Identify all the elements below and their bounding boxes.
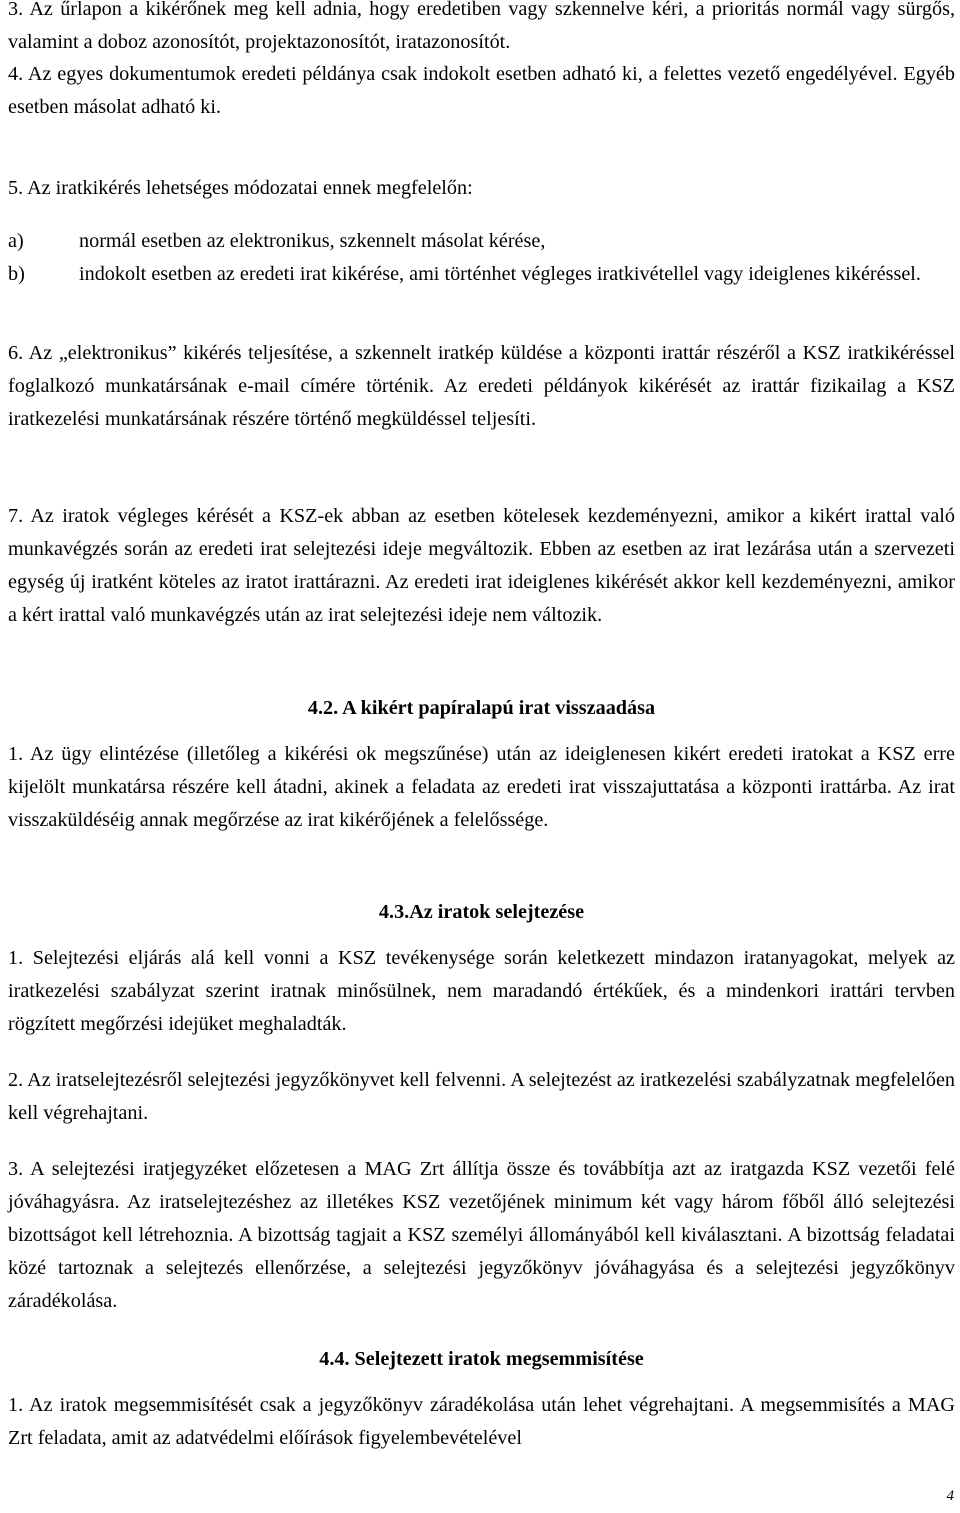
page-number: 4 <box>946 1488 954 1504</box>
paragraph-6: 6. Az „elektronikus” kikérés teljesítése, a szkennelt iratkép küldése a központi irattár részéről a KSZ iratkikéréssel foglalkozó munkatársának e-mail címére történik. Az eredeti példányok kikérését az irattár fizikailag a KSZ iratkezelési munkatársának részére történő megküldéssel teljesíti. <box>8 342 955 430</box>
paragraph-4-4-1: 1. Az iratok megsemmisítését csak a jegyzőkönyv záradékolása után lehet végrehajtani. A megsemmisítés a MAG Zrt feladata, amit az adatvédelmi előírások figyelembevételével <box>8 1394 955 1449</box>
list-item-text: indokolt esetben az eredeti irat kikérése, ami történhet végleges iratkivétellel vagy ideiglenes kikéréssel. <box>79 263 921 285</box>
section-heading-4-2: 4.2. A kikért papíralapú irat visszaadása <box>307 697 656 719</box>
paragraph-4-2-1: 1. Az ügy elintézése (illetőleg a kikérési ok megszűnése) után az ideiglenesen kikért eredeti iratokat a KSZ erre kijelölt munkatársa részére kell átadni, akinek a feladata az eredeti irat visszajuttatása a központi irattárba. Az irat visszaküldéséig annak megőrzése az irat kikérőjének a felelőssége. <box>8 743 955 831</box>
modes-list <box>8 225 955 291</box>
paragraph-4-3-1: 1. Selejtezési eljárás alá kell vonni a KSZ tevékenysége során keletkezett mindazon iratanyagokat, melyek az iratkezelési szabályzat szerint iratnak minősülnek, nem maradandó értékűek, és a mindenkori irattári tervben rögzített megőrzési idejüket meghaladták. <box>8 947 955 1035</box>
paragraph-4: 4. Az egyes dokumentumok eredeti példánya csak indokolt esetben adható ki, a felettes vezető engedélyével. Egyéb esetben másolat adható ki. <box>8 63 955 118</box>
paragraph-3: 3. Az űrlapon a kikérőnek meg kell adnia, hogy eredetiben vagy szkennelve kéri, a prioritás normál vagy sürgős, valamint a doboz azonosítót, projektazonosítót, iratazonosítót. <box>8 0 955 53</box>
paragraph-4-3-3: 3. A selejtezési iratjegyzéket előzetesen a MAG Zrt állítja össze és továbbítja azt az iratgazda KSZ vezetői felé jóváhagyásra. Az iratselejtezéshez az illetékes KSZ vezetőjének minimum két vagy három főből álló selejtezési bizottságot kell létrehoznia. A bizottság tagjait a KSZ személyi állományából kell kiválasztani. A bizottság feladatai közé tartoznak a selejtezés ellenőrzése, a selejtezési jegyzőkönyv jóváhagyása és a selejtezési jegyzőkönyv záradékolása. <box>8 1158 955 1312</box>
paragraph-7: 7. Az iratok végleges kérését a KSZ-ek abban az esetben kötelesek kezdeményezni, amikor a kikért irattal való munkavégzés során az eredeti irat selejtezési ideje megváltozik. Ebben az esetben az irat lezárása után a szervezeti egység új iratként köteles az iratot irattárazni. Az eredeti irat ideiglenes kikérését akkor kell kezdeményezni, amikor a kért irattal való munkavégzés után az irat selejtezési ideje nem változik. <box>8 505 955 626</box>
paragraph-5: 5. Az iratkikérés lehetséges módozatai ennek megfelelőn: <box>8 177 473 199</box>
paragraph-4-3-2: 2. Az iratselejtezésről selejtezési jegyzőkönyvet kell felvenni. A selejtezést az iratkezelési szabályzatnak megfelelően kell végrehajtani. <box>8 1069 955 1124</box>
list-item-text: normál esetben az elektronikus, szkennelt másolat kérése, <box>79 230 546 252</box>
section-heading-4-4: 4.4. Selejtezett iratok megsemmisítése <box>319 1348 644 1370</box>
list-item-a <box>8 225 955 258</box>
list-item-b <box>8 258 955 291</box>
list-marker: b) <box>8 263 25 285</box>
section-heading-4-3: 4.3.Az iratok selejtezése <box>378 901 585 923</box>
list-marker: a) <box>8 230 24 252</box>
